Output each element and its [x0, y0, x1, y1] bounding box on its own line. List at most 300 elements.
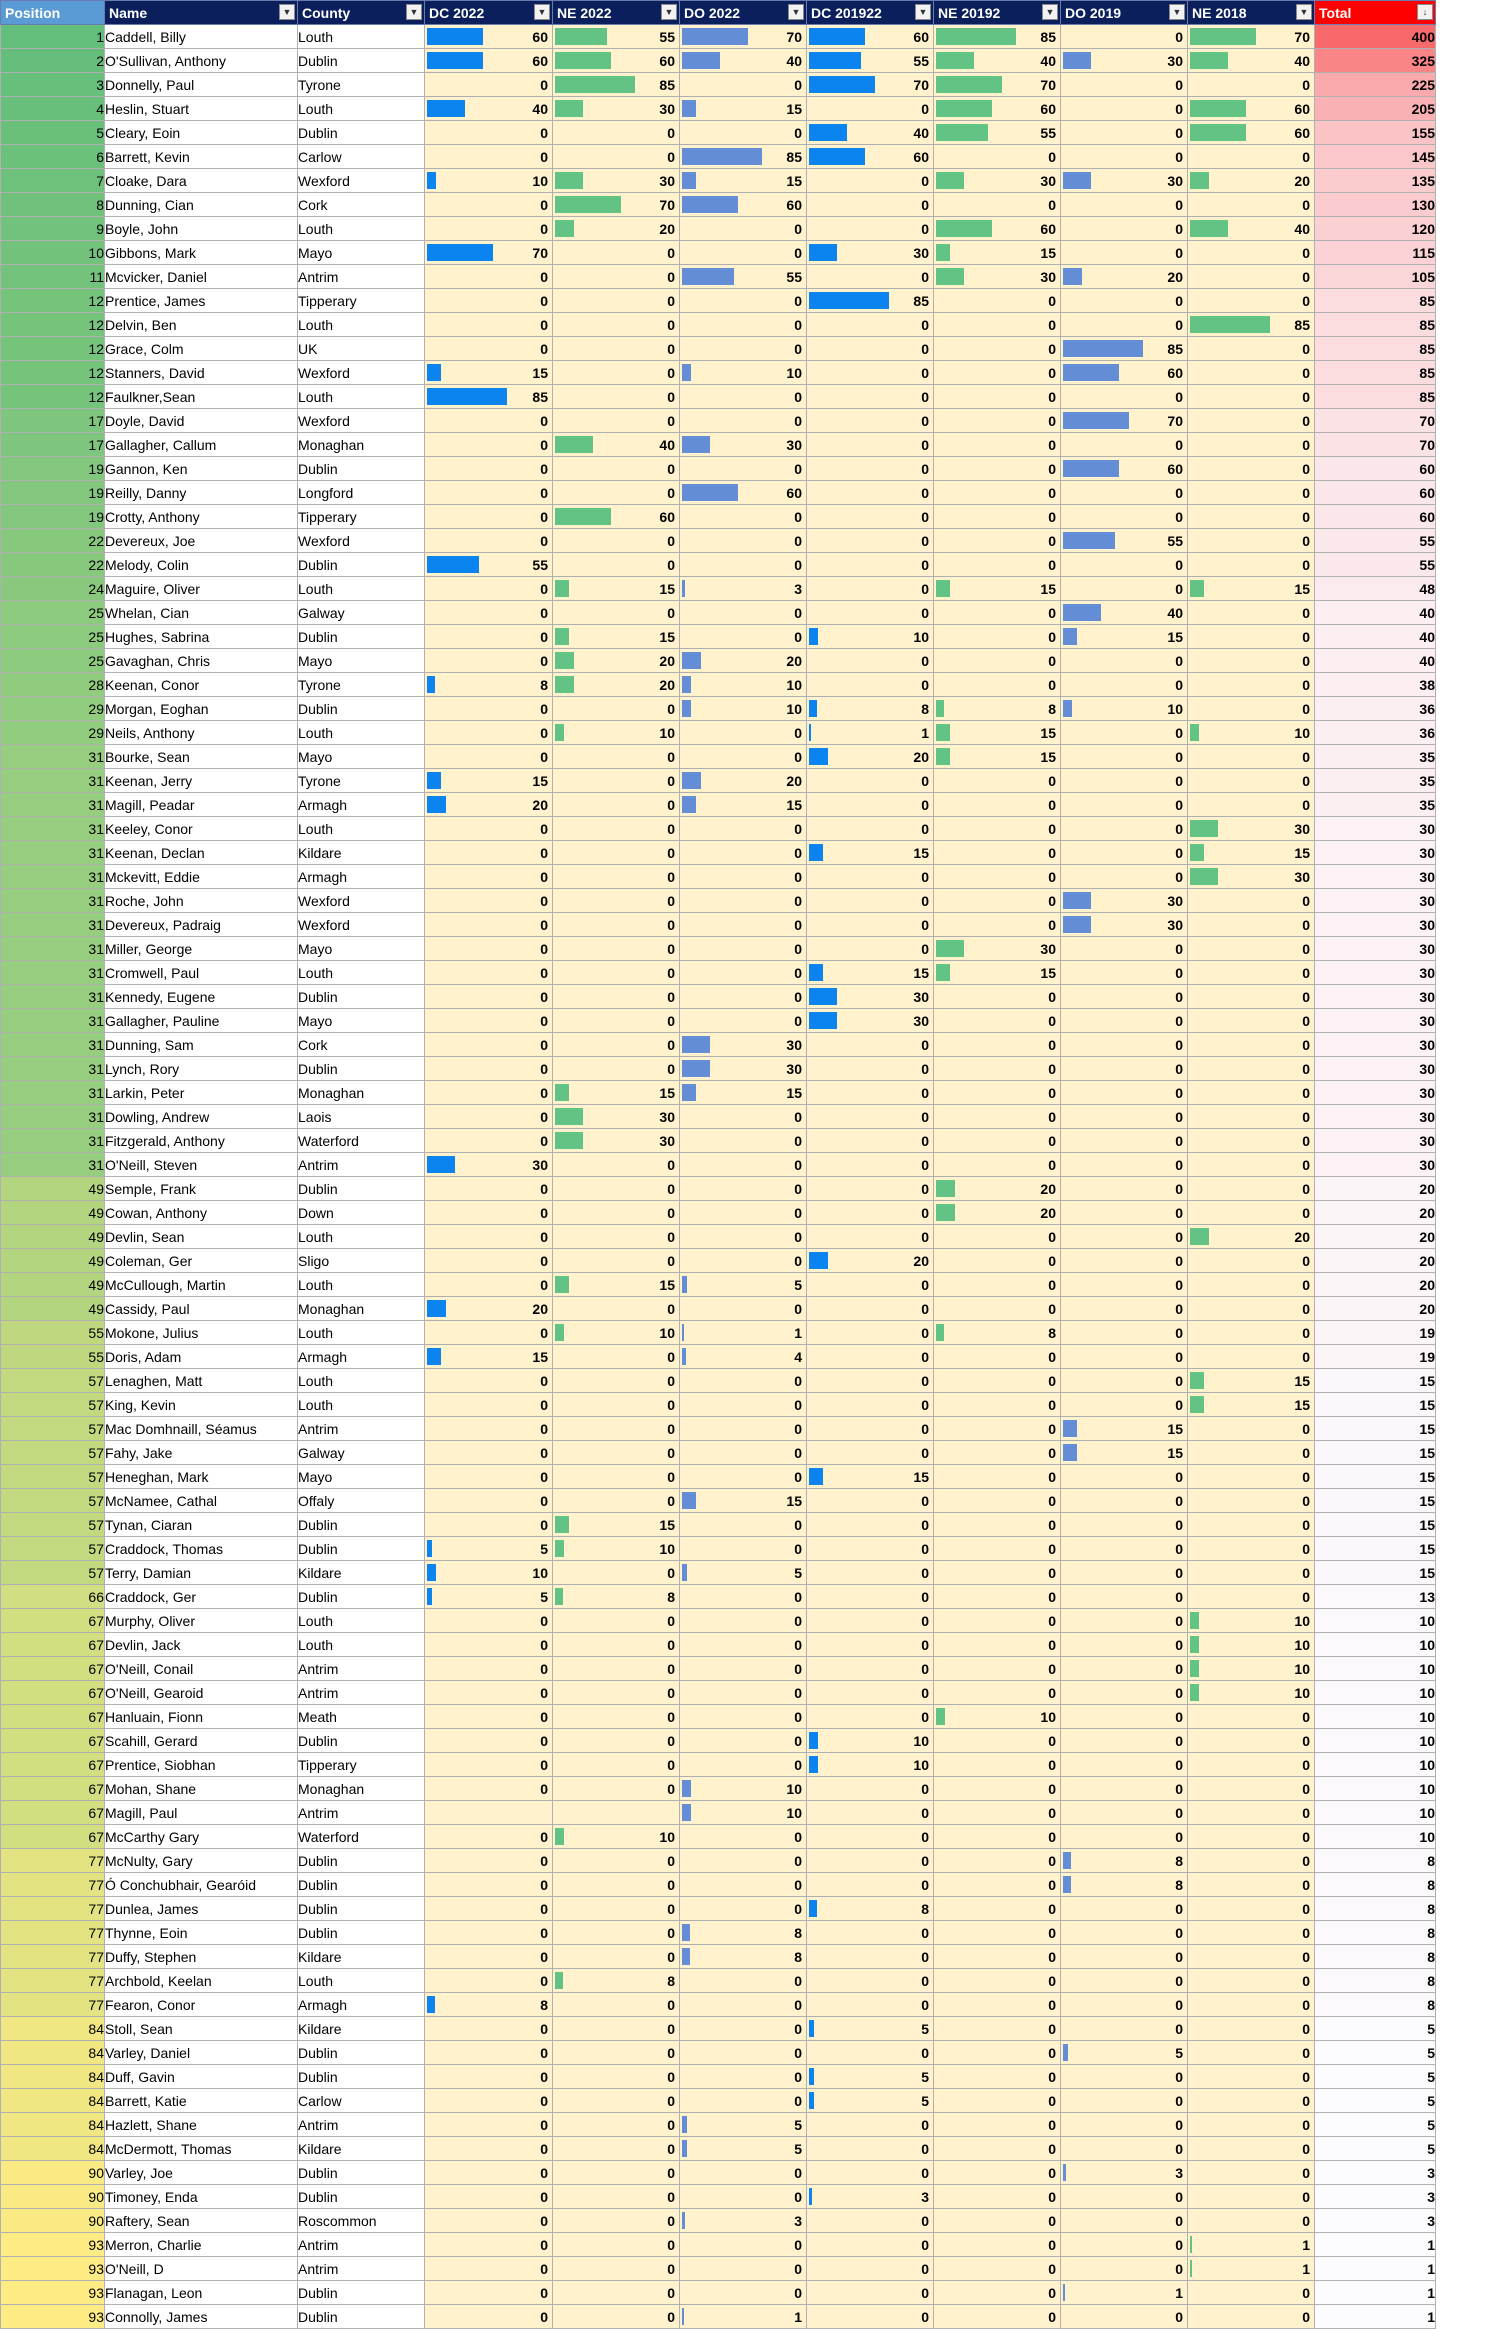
score-cell[interactable] [680, 241, 807, 265]
score-cell[interactable] [807, 2017, 934, 2041]
score-cell[interactable] [934, 1441, 1061, 1465]
score-cell[interactable] [553, 2065, 680, 2089]
score-cell[interactable] [1188, 361, 1315, 385]
score-cell[interactable] [1061, 1273, 1188, 1297]
score-cell[interactable] [934, 361, 1061, 385]
name-cell[interactable]: Gannon, Ken [105, 457, 298, 481]
score-cell[interactable] [807, 721, 934, 745]
score-cell[interactable] [680, 1921, 807, 1945]
total-cell[interactable]: 5 [1315, 2041, 1436, 2065]
name-cell[interactable]: Bourke, Sean [105, 745, 298, 769]
filter-dropdown-icon[interactable]: ▼ [788, 4, 804, 20]
score-cell[interactable] [1061, 889, 1188, 913]
score-cell[interactable] [1188, 193, 1315, 217]
score-cell[interactable] [553, 1753, 680, 1777]
position-cell[interactable]: 24 [1, 577, 105, 601]
score-cell[interactable] [425, 1009, 553, 1033]
score-cell[interactable] [1061, 25, 1188, 49]
score-cell[interactable] [553, 457, 680, 481]
county-cell[interactable]: Dublin [298, 985, 425, 1009]
score-cell[interactable] [680, 1585, 807, 1609]
score-cell[interactable] [1188, 841, 1315, 865]
score-cell[interactable] [807, 2305, 934, 2329]
score-cell[interactable] [680, 793, 807, 817]
county-header[interactable] [298, 1, 425, 25]
score-cell[interactable] [553, 361, 680, 385]
score-cell[interactable] [807, 1201, 934, 1225]
name-cell[interactable]: Mohan, Shane [105, 1777, 298, 1801]
score-cell[interactable] [425, 817, 553, 841]
county-cell[interactable]: Wexford [298, 529, 425, 553]
score-cell[interactable] [807, 2281, 934, 2305]
score-cell[interactable] [934, 793, 1061, 817]
sort-filter-icon[interactable]: ↓ [1417, 4, 1433, 20]
score-cell[interactable] [553, 1417, 680, 1441]
score-cell[interactable] [1188, 1321, 1315, 1345]
position-cell[interactable]: 31 [1, 985, 105, 1009]
score-cell[interactable] [1061, 1009, 1188, 1033]
name-cell[interactable]: Prentice, James [105, 289, 298, 313]
score-cell[interactable] [1061, 265, 1188, 289]
score-cell[interactable] [934, 2233, 1061, 2257]
score-cell[interactable] [425, 1609, 553, 1633]
score-cell[interactable] [553, 1609, 680, 1633]
name-cell[interactable]: Merron, Charlie [105, 2233, 298, 2257]
total-cell[interactable]: 10 [1315, 1681, 1436, 1705]
score-cell[interactable] [553, 121, 680, 145]
score-cell[interactable] [1188, 313, 1315, 337]
score-cell[interactable] [553, 697, 680, 721]
name-cell[interactable]: Devereux, Padraig [105, 913, 298, 937]
total-cell[interactable]: 40 [1315, 625, 1436, 649]
score-cell[interactable] [680, 1873, 807, 1897]
score-cell[interactable] [1188, 2113, 1315, 2137]
score-cell[interactable] [807, 1417, 934, 1441]
score-cell[interactable] [680, 937, 807, 961]
county-cell[interactable]: Louth [298, 385, 425, 409]
county-cell[interactable]: Dublin [298, 2041, 425, 2065]
score-cell[interactable] [934, 1201, 1061, 1225]
score-cell[interactable] [680, 745, 807, 769]
total-cell[interactable]: 30 [1315, 1033, 1436, 1057]
score-cell[interactable] [1061, 553, 1188, 577]
name-cell[interactable]: McCarthy Gary [105, 1825, 298, 1849]
score-cell[interactable] [425, 1729, 553, 1753]
position-cell[interactable]: 67 [1, 1633, 105, 1657]
name-cell[interactable]: Morgan, Eoghan [105, 697, 298, 721]
score-cell[interactable] [425, 49, 553, 73]
score-cell[interactable] [425, 1417, 553, 1441]
score-cell[interactable] [934, 1129, 1061, 1153]
score-cell[interactable] [1188, 2257, 1315, 2281]
score-cell[interactable] [1061, 2185, 1188, 2209]
position-cell[interactable]: 67 [1, 1777, 105, 1801]
county-cell[interactable]: Antrim [298, 2257, 425, 2281]
total-cell[interactable]: 30 [1315, 961, 1436, 985]
score-cell[interactable] [553, 1585, 680, 1609]
score-cell[interactable] [934, 2305, 1061, 2329]
name-cell[interactable]: Gavaghan, Chris [105, 649, 298, 673]
score-cell[interactable] [680, 481, 807, 505]
score-cell[interactable] [680, 409, 807, 433]
score-cell[interactable] [553, 745, 680, 769]
county-cell[interactable]: Wexford [298, 169, 425, 193]
name-cell[interactable]: Tynan, Ciaran [105, 1513, 298, 1537]
score-cell[interactable] [1061, 1873, 1188, 1897]
total-cell[interactable]: 225 [1315, 73, 1436, 97]
name-cell[interactable]: Doyle, David [105, 409, 298, 433]
total-cell[interactable]: 325 [1315, 49, 1436, 73]
score-cell[interactable] [553, 409, 680, 433]
county-cell[interactable]: Dublin [298, 2161, 425, 2185]
score-cell[interactable] [1188, 553, 1315, 577]
total-cell[interactable]: 30 [1315, 1081, 1436, 1105]
score-cell[interactable] [1061, 1945, 1188, 1969]
name-cell[interactable]: Devereux, Joe [105, 529, 298, 553]
score-cell[interactable] [1061, 217, 1188, 241]
county-cell[interactable]: Louth [298, 721, 425, 745]
score-cell[interactable] [680, 1225, 807, 1249]
score-cell[interactable] [553, 1057, 680, 1081]
score-cell[interactable] [425, 97, 553, 121]
position-cell[interactable]: 67 [1, 1657, 105, 1681]
position-cell[interactable]: 12 [1, 289, 105, 313]
score-cell[interactable] [1061, 1705, 1188, 1729]
total-cell[interactable]: 15 [1315, 1561, 1436, 1585]
score-cell[interactable] [934, 2185, 1061, 2209]
score-cell[interactable] [425, 625, 553, 649]
score-cell[interactable] [680, 457, 807, 481]
score-cell[interactable] [680, 1801, 807, 1825]
score-cell[interactable] [680, 961, 807, 985]
name-cell[interactable]: Maguire, Oliver [105, 577, 298, 601]
score-cell[interactable] [553, 1489, 680, 1513]
county-cell[interactable]: Kildare [298, 1945, 425, 1969]
score-cell[interactable] [807, 241, 934, 265]
score-cell[interactable] [807, 1225, 934, 1249]
score-cell[interactable] [680, 697, 807, 721]
score-cell[interactable] [425, 1225, 553, 1249]
score-cell[interactable] [1188, 2233, 1315, 2257]
score-cell[interactable] [1188, 1297, 1315, 1321]
position-cell[interactable]: 25 [1, 649, 105, 673]
score-cell[interactable] [807, 865, 934, 889]
name-cell[interactable]: Melody, Colin [105, 553, 298, 577]
score-cell[interactable] [1061, 1153, 1188, 1177]
score-cell[interactable] [680, 49, 807, 73]
total-cell[interactable]: 8 [1315, 1945, 1436, 1969]
score-cell[interactable] [1188, 1033, 1315, 1057]
score-cell[interactable] [807, 1777, 934, 1801]
score-cell[interactable] [425, 505, 553, 529]
score-cell[interactable] [1061, 241, 1188, 265]
position-cell[interactable]: 31 [1, 937, 105, 961]
position-cell[interactable]: 67 [1, 1825, 105, 1849]
total-cell[interactable]: 15 [1315, 1537, 1436, 1561]
total-cell[interactable]: 10 [1315, 1729, 1436, 1753]
county-cell[interactable]: Antrim [298, 1657, 425, 1681]
score-cell[interactable] [1188, 2089, 1315, 2113]
name-cell[interactable]: Semple, Frank [105, 1177, 298, 1201]
score-cell[interactable] [1188, 1225, 1315, 1249]
score-cell[interactable] [934, 1561, 1061, 1585]
score-cell[interactable] [934, 1249, 1061, 1273]
score-cell[interactable] [1188, 889, 1315, 913]
score-cell[interactable] [934, 2257, 1061, 2281]
score-cell[interactable] [807, 553, 934, 577]
score-cell[interactable] [553, 1081, 680, 1105]
score-cell[interactable] [425, 241, 553, 265]
county-cell[interactable]: Antrim [298, 2233, 425, 2257]
score-cell[interactable] [807, 2113, 934, 2137]
score-cell[interactable] [1188, 1609, 1315, 1633]
score-cell[interactable] [807, 1177, 934, 1201]
score-cell[interactable] [425, 1057, 553, 1081]
position-cell[interactable]: 67 [1, 1729, 105, 1753]
score-cell[interactable] [680, 2233, 807, 2257]
score-cell[interactable] [1188, 793, 1315, 817]
score-cell[interactable] [807, 1345, 934, 1369]
score-cell[interactable] [807, 1729, 934, 1753]
score-cell[interactable] [807, 25, 934, 49]
county-cell[interactable]: Dublin [298, 1057, 425, 1081]
score-cell[interactable] [934, 1489, 1061, 1513]
score-cell[interactable] [807, 1369, 934, 1393]
score-cell[interactable] [425, 2137, 553, 2161]
score-cell[interactable] [807, 385, 934, 409]
score-cell[interactable] [1061, 2041, 1188, 2065]
score-cell[interactable] [425, 1585, 553, 1609]
score-cell[interactable] [1061, 361, 1188, 385]
score-cell[interactable] [553, 1921, 680, 1945]
name-cell[interactable]: McCullough, Martin [105, 1273, 298, 1297]
score-cell[interactable] [1061, 1729, 1188, 1753]
total-cell[interactable]: 8 [1315, 1849, 1436, 1873]
score-cell[interactable] [934, 1825, 1061, 1849]
score-cell[interactable] [553, 1681, 680, 1705]
county-cell[interactable]: Louth [298, 1321, 425, 1345]
score-cell[interactable] [680, 2041, 807, 2065]
score-cell[interactable] [1188, 1753, 1315, 1777]
score-cell[interactable] [1188, 1801, 1315, 1825]
score-cell[interactable] [680, 1993, 807, 2017]
score-cell[interactable] [1061, 289, 1188, 313]
score-cell[interactable] [553, 649, 680, 673]
county-cell[interactable]: Dublin [298, 1729, 425, 1753]
score-cell[interactable] [425, 841, 553, 865]
score-cell[interactable] [807, 793, 934, 817]
score-cell[interactable] [680, 505, 807, 529]
total-cell[interactable]: 85 [1315, 385, 1436, 409]
score-cell[interactable] [1188, 1873, 1315, 1897]
score-cell[interactable] [425, 121, 553, 145]
county-cell[interactable]: Kildare [298, 2017, 425, 2041]
score-cell[interactable] [680, 1129, 807, 1153]
score-cell[interactable] [1061, 1129, 1188, 1153]
score-cell[interactable] [553, 1297, 680, 1321]
score-cell[interactable] [680, 25, 807, 49]
position-cell[interactable]: 8 [1, 193, 105, 217]
score-cell[interactable] [807, 601, 934, 625]
name-cell[interactable]: Mokone, Julius [105, 1321, 298, 1345]
county-cell[interactable]: Tipperary [298, 1753, 425, 1777]
total-cell[interactable]: 36 [1315, 721, 1436, 745]
score-cell[interactable] [807, 1921, 934, 1945]
score-cell[interactable] [807, 817, 934, 841]
score-cell[interactable] [1188, 1057, 1315, 1081]
score-cell[interactable] [553, 2233, 680, 2257]
name-cell[interactable]: Dunlea, James [105, 1897, 298, 1921]
score-cell[interactable] [1061, 577, 1188, 601]
name-cell[interactable]: Prentice, Siobhan [105, 1753, 298, 1777]
total-cell[interactable]: 10 [1315, 1777, 1436, 1801]
event-header-dc-2022[interactable] [425, 1, 553, 25]
name-cell[interactable]: Kennedy, Eugene [105, 985, 298, 1009]
score-cell[interactable] [807, 1009, 934, 1033]
position-cell[interactable]: 17 [1, 433, 105, 457]
total-cell[interactable]: 13 [1315, 1585, 1436, 1609]
name-cell[interactable]: Keenan, Declan [105, 841, 298, 865]
score-cell[interactable] [553, 1345, 680, 1369]
score-cell[interactable] [553, 769, 680, 793]
name-cell[interactable]: Mcvicker, Daniel [105, 265, 298, 289]
score-cell[interactable] [680, 217, 807, 241]
position-cell[interactable]: 77 [1, 1969, 105, 1993]
position-cell[interactable]: 6 [1, 145, 105, 169]
score-cell[interactable] [553, 49, 680, 73]
score-cell[interactable] [425, 1993, 553, 2017]
score-cell[interactable] [680, 169, 807, 193]
county-cell[interactable]: Armagh [298, 865, 425, 889]
position-cell[interactable]: 55 [1, 1345, 105, 1369]
score-cell[interactable] [553, 985, 680, 1009]
name-cell[interactable]: Delvin, Ben [105, 313, 298, 337]
total-cell[interactable]: 70 [1315, 433, 1436, 457]
score-cell[interactable] [553, 1321, 680, 1345]
position-cell[interactable]: 31 [1, 841, 105, 865]
score-cell[interactable] [553, 2017, 680, 2041]
county-cell[interactable]: UK [298, 337, 425, 361]
score-cell[interactable] [807, 1849, 934, 1873]
score-cell[interactable] [1188, 1129, 1315, 1153]
score-cell[interactable] [1188, 1105, 1315, 1129]
score-cell[interactable] [553, 1393, 680, 1417]
score-cell[interactable] [553, 2257, 680, 2281]
score-cell[interactable] [425, 265, 553, 289]
score-cell[interactable] [680, 1657, 807, 1681]
score-cell[interactable] [934, 889, 1061, 913]
county-cell[interactable]: Antrim [298, 1681, 425, 1705]
score-cell[interactable] [934, 1057, 1061, 1081]
score-cell[interactable] [934, 1633, 1061, 1657]
event-header-do-2019[interactable] [1061, 1, 1188, 25]
score-cell[interactable] [553, 1801, 680, 1825]
score-cell[interactable] [553, 169, 680, 193]
score-cell[interactable] [680, 1969, 807, 1993]
score-cell[interactable] [680, 1825, 807, 1849]
score-cell[interactable] [934, 289, 1061, 313]
score-cell[interactable] [1188, 2017, 1315, 2041]
score-cell[interactable] [1061, 1345, 1188, 1369]
score-cell[interactable] [934, 2161, 1061, 2185]
score-cell[interactable] [934, 577, 1061, 601]
score-cell[interactable] [934, 169, 1061, 193]
position-cell[interactable]: 57 [1, 1441, 105, 1465]
score-cell[interactable] [807, 1969, 934, 1993]
total-cell[interactable]: 115 [1315, 241, 1436, 265]
score-cell[interactable] [1188, 1465, 1315, 1489]
score-cell[interactable] [680, 817, 807, 841]
name-cell[interactable]: Cowan, Anthony [105, 1201, 298, 1225]
score-cell[interactable] [934, 481, 1061, 505]
score-cell[interactable] [934, 1777, 1061, 1801]
score-cell[interactable] [680, 2305, 807, 2329]
name-cell[interactable]: Stoll, Sean [105, 2017, 298, 2041]
total-cell[interactable]: 60 [1315, 481, 1436, 505]
position-cell[interactable]: 67 [1, 1681, 105, 1705]
score-cell[interactable] [425, 385, 553, 409]
score-cell[interactable] [1061, 2017, 1188, 2041]
score-cell[interactable] [1188, 1993, 1315, 2017]
score-cell[interactable] [934, 1657, 1061, 1681]
score-cell[interactable] [1188, 121, 1315, 145]
score-cell[interactable] [1188, 601, 1315, 625]
total-cell[interactable]: 30 [1315, 937, 1436, 961]
county-cell[interactable]: Mayo [298, 1009, 425, 1033]
score-cell[interactable] [934, 673, 1061, 697]
score-cell[interactable] [425, 1849, 553, 1873]
total-cell[interactable]: 1 [1315, 2281, 1436, 2305]
score-cell[interactable] [807, 1321, 934, 1345]
score-cell[interactable] [680, 1633, 807, 1657]
score-cell[interactable] [807, 2065, 934, 2089]
total-cell[interactable]: 30 [1315, 1129, 1436, 1153]
total-cell[interactable]: 20 [1315, 1297, 1436, 1321]
total-cell[interactable]: 8 [1315, 1897, 1436, 1921]
position-cell[interactable]: 31 [1, 1081, 105, 1105]
score-cell[interactable] [1061, 1753, 1188, 1777]
position-cell[interactable]: 31 [1, 793, 105, 817]
score-cell[interactable] [934, 49, 1061, 73]
score-cell[interactable] [807, 289, 934, 313]
score-cell[interactable] [1188, 481, 1315, 505]
position-cell[interactable]: 31 [1, 961, 105, 985]
name-cell[interactable]: Barrett, Kevin [105, 145, 298, 169]
filter-dropdown-icon[interactable]: ▼ [661, 4, 677, 20]
score-cell[interactable] [1188, 2041, 1315, 2065]
score-cell[interactable] [680, 865, 807, 889]
score-cell[interactable] [1188, 1585, 1315, 1609]
score-cell[interactable] [425, 1777, 553, 1801]
score-cell[interactable] [553, 1369, 680, 1393]
score-cell[interactable] [553, 1249, 680, 1273]
position-cell[interactable]: 57 [1, 1561, 105, 1585]
score-cell[interactable] [425, 193, 553, 217]
total-cell[interactable]: 40 [1315, 601, 1436, 625]
score-cell[interactable] [1188, 649, 1315, 673]
score-cell[interactable] [553, 505, 680, 529]
filter-dropdown-icon[interactable]: ▼ [279, 4, 295, 20]
position-cell[interactable]: 66 [1, 1585, 105, 1609]
score-cell[interactable] [553, 2161, 680, 2185]
score-cell[interactable] [807, 433, 934, 457]
total-cell[interactable]: 15 [1315, 1441, 1436, 1465]
position-cell[interactable]: 7 [1, 169, 105, 193]
position-cell[interactable]: 12 [1, 313, 105, 337]
score-cell[interactable] [807, 697, 934, 721]
score-cell[interactable] [934, 553, 1061, 577]
score-cell[interactable] [553, 1153, 680, 1177]
